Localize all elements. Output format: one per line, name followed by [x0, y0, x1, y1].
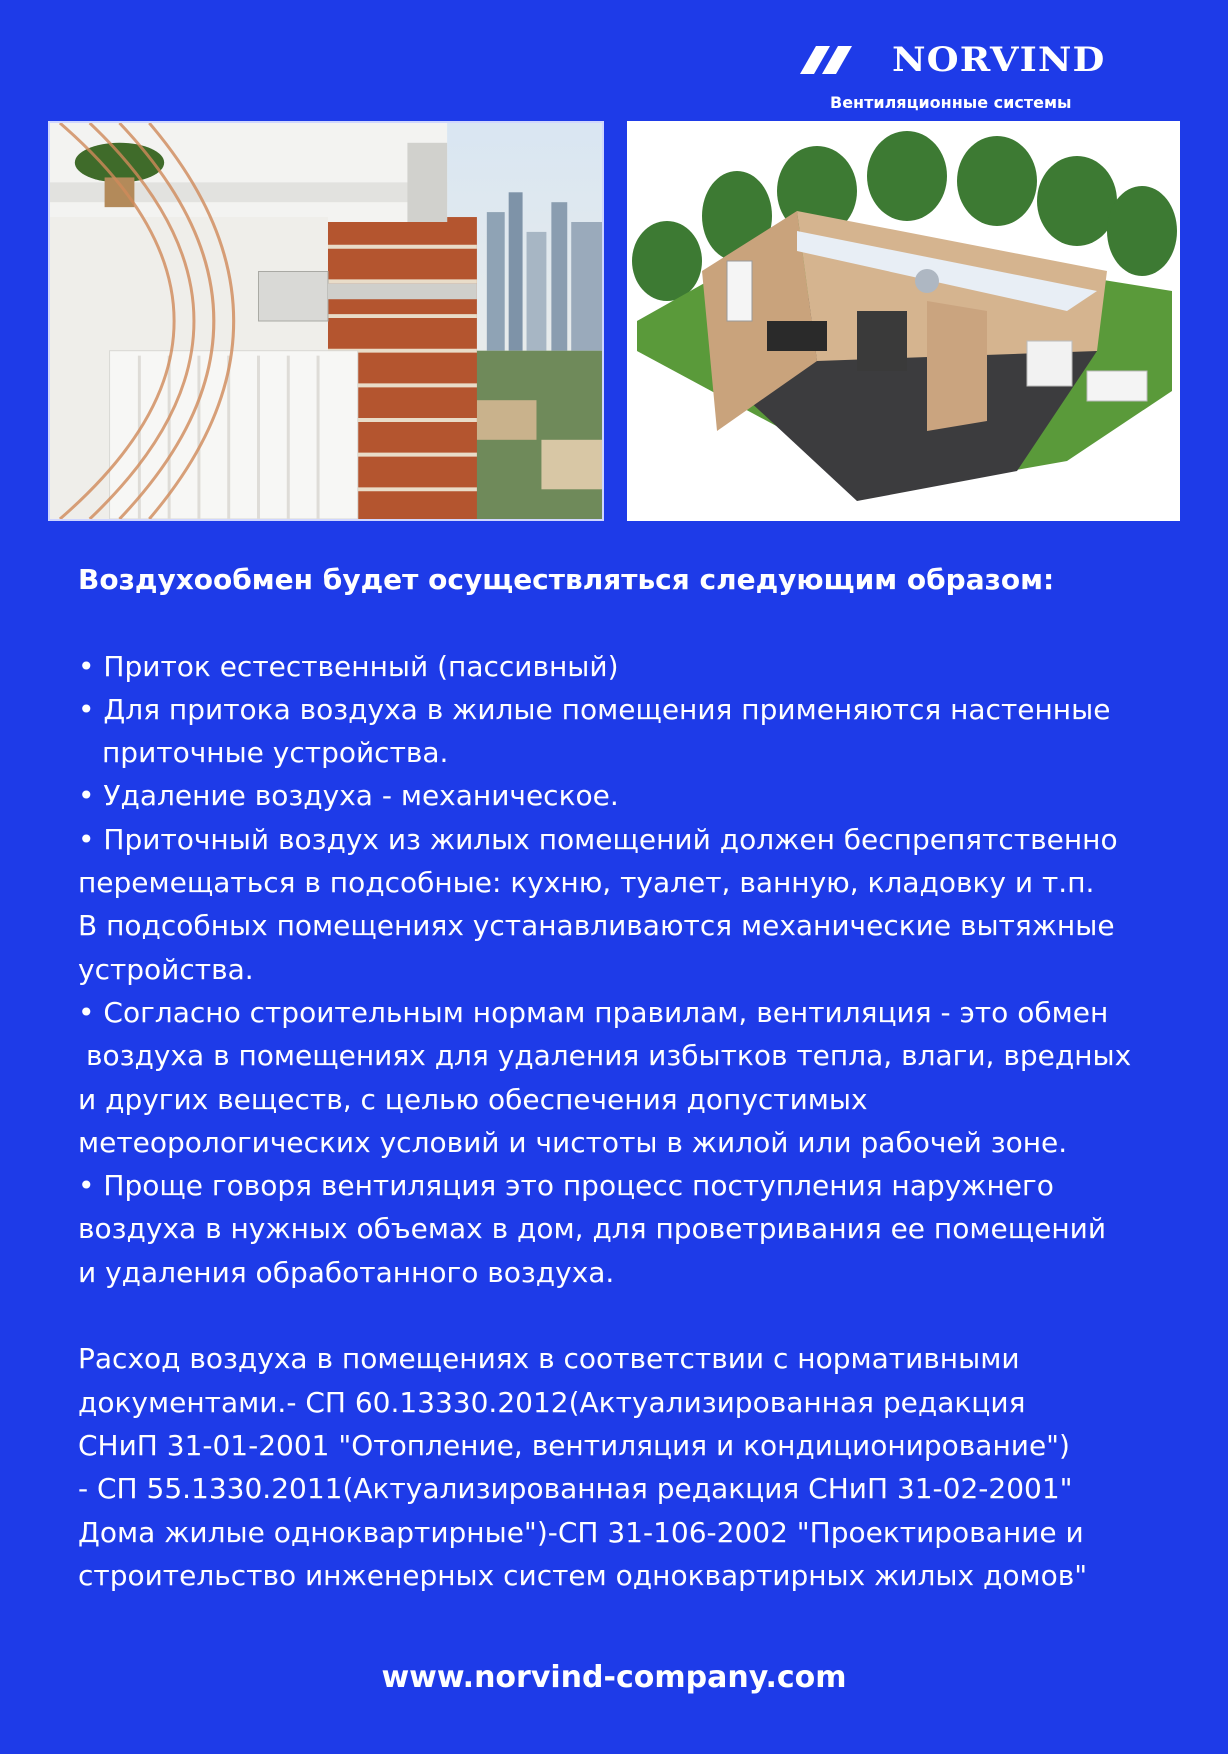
text-line: • Согласно строительным нормам правилам, вентиляция - это обмен: [78, 995, 1109, 1029]
norms-line: Дома жилые одноквартирные")-СП 31-106-2002 "Проектирование и: [78, 1515, 1084, 1549]
text-line: • Проще говоря вентиляция это процесс поступления наружнего: [78, 1169, 1054, 1203]
text-line: воздуха в нужных объемах в дом, для проветривания ее помещений: [78, 1212, 1107, 1246]
main-text: [78, 558, 1188, 1597]
logo-mark-icon: [800, 46, 888, 74]
norms-line: строительство инженерных систем одноквартирных жилых домов": [78, 1558, 1088, 1592]
text-line: • Для притока воздуха в жилые помещения применяются настенные: [78, 692, 1111, 726]
text-line: и удаления обработанного воздуха.: [78, 1255, 615, 1289]
text-line: перемещаться в подсобные: кухню, туалет, ванную, кладовку и т.п.: [78, 866, 1095, 900]
norms-line: Расход воздуха в помещениях в соответствии с нормативными: [78, 1342, 1020, 1376]
text-line: • Приточный воздух из жилых помещений должен беспрепятственно: [78, 822, 1118, 856]
brand-tagline: Вентиляционные системы: [830, 93, 1072, 112]
text-line: и других веществ, с целью обеспечения допустимых: [78, 1082, 868, 1116]
section-heading: Воздухообмен будет осуществляться следующим образом:: [78, 563, 1055, 596]
text-line: метеорологических условий и чистоты в жилой или рабочей зоне.: [78, 1125, 1068, 1159]
text-line: приточные устройства.: [102, 736, 449, 770]
text-line: устройства.: [78, 952, 254, 986]
text-line: воздуха в помещениях для удаления избытков тепла, влаги, вредных: [86, 1039, 1132, 1073]
brand-name: NORVIND: [892, 40, 1106, 80]
wall-inlet-valve-photo: [48, 121, 604, 521]
text-line: В подсобных помещениях устанавливаются механические вытяжные: [78, 909, 1115, 943]
text-line: • Удаление воздуха - механическое.: [78, 779, 619, 813]
norms-line: - СП 55.1330.2011(Актуализированная редакция СНиП 31-02-2001": [78, 1472, 1073, 1506]
house-cutaway-ventilation-render: [627, 121, 1180, 521]
text-line: • Приток естественный (пассивный): [78, 649, 619, 683]
norms-line: СНиП 31-01-2001 "Отопление, вентиляция и кондиционирование"): [78, 1428, 1070, 1462]
footer-url[interactable]: www.norvind-company.com: [381, 1660, 847, 1695]
norms-line: документами.- СП 60.13330.2012(Актуализированная редакция: [78, 1385, 1026, 1419]
brand-logo: [800, 38, 1110, 118]
